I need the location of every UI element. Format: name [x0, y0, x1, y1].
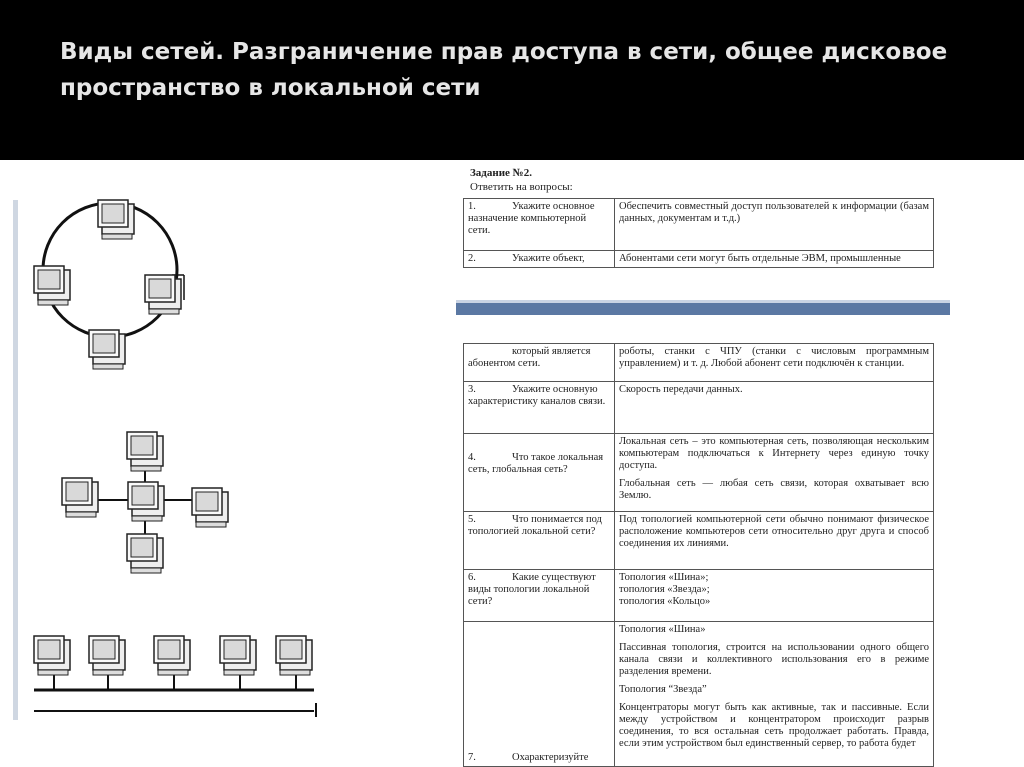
star-node-computer-icon: [127, 432, 163, 471]
star-node-computer-icon: [127, 534, 163, 573]
question-cell: 7. Охарактеризуйте: [464, 622, 615, 767]
ring-node-computer-icon: [145, 275, 181, 314]
bus-node-computer-icon: [154, 636, 190, 675]
slide-title: Виды сетей. Разграничение прав доступа в сети, общее дисковое пространство в локальной сети: [60, 39, 948, 101]
question-cell: 3. Укажите основную характеристику каналов связи.: [464, 382, 615, 434]
topology-diagrams: [0, 160, 460, 767]
task-header: [470, 166, 573, 194]
answer-cell: Обеспечить совместный доступ пользователей к информации (базам данных, документам и т.д.): [615, 199, 934, 251]
qa-table-bottom: [463, 343, 934, 767]
question-cell: 5. Что понимается под топологией локальной сети?: [464, 512, 615, 570]
star-node-computer-icon: [62, 478, 98, 517]
task-heading: Задание №2.: [470, 167, 532, 179]
bus-node-computer-icon: [220, 636, 256, 675]
question-cell: 2. Укажите объект,: [464, 251, 615, 268]
answer-cell: Топология «Шина» Пассивная топология, строится на использовании одного общего канала связи и коллективного использования его в режиме разделения времени. Топология “Звезда” Концентраторы могут быть как активные, так и пассивные. Если между устройством и концентратором происходит разрыв соединения, то вся остальная сеть продолжает работать. Правда, если этим устройством был единственный сервер, то работа будет: [615, 622, 934, 767]
table-row: [464, 199, 934, 251]
bus-node-computer-icon: [34, 636, 70, 675]
slide-body: [0, 160, 1024, 767]
table-row: [464, 251, 934, 268]
page-break-divider: [456, 303, 950, 315]
answer-cell: Локальная сеть – это компьютерная сеть, позволяющая нескольким компьютерам подключаться к Интернету через единую точку доступа. Глобальная сеть — любая сеть связи, которая охватывает всю Землю.: [615, 434, 934, 512]
ring-node-computer-icon: [89, 330, 125, 369]
ring-node-computer-icon: [34, 266, 70, 305]
table-row: [464, 512, 934, 570]
answer-cell: Скорость передачи данных.: [615, 382, 934, 434]
question-cell: 6. Какие существуют виды топологии локальной сети?: [464, 570, 615, 622]
bus-topology-diagram: [34, 636, 316, 717]
bus-node-computer-icon: [276, 636, 312, 675]
table-row: [464, 622, 934, 767]
task-instruction: Ответить на вопросы:: [470, 181, 573, 193]
table-row: [464, 344, 934, 382]
answer-cell: роботы, станки с ЧПУ (станки с числовым программным управлением) и т. д. Любой абонент сети подключён к станции.: [615, 344, 934, 382]
ring-node-computer-icon: [98, 200, 134, 239]
question-cell: который является абонентом сети.: [464, 344, 615, 382]
ring-topology-diagram: [34, 200, 184, 369]
answer-cell: Топология «Шина»; топология «Звезда»; топология «Кольцо»: [615, 570, 934, 622]
answer-cell: Под топологией компьютерной сети обычно понимают физическое расположение компьютеров сети относительно друг друга и способ соединения их линиями.: [615, 512, 934, 570]
qa-table-top: [463, 198, 934, 268]
star-node-computer-icon: [192, 488, 228, 527]
question-cell: 4. Что такое локальная сеть, глобальная сеть?: [464, 434, 615, 512]
table-row: [464, 382, 934, 434]
star-topology-diagram: [62, 432, 228, 573]
bus-node-computer-icon: [89, 636, 125, 675]
table-row: [464, 570, 934, 622]
question-cell: 1. Укажите основное назначение компьютерной сети.: [464, 199, 615, 251]
answer-cell: Абонентами сети могут быть отдельные ЭВМ, промышленные: [615, 251, 934, 268]
table-row: [464, 434, 934, 512]
title-bar: [0, 0, 1024, 160]
star-hub-computer-icon: [128, 482, 164, 521]
